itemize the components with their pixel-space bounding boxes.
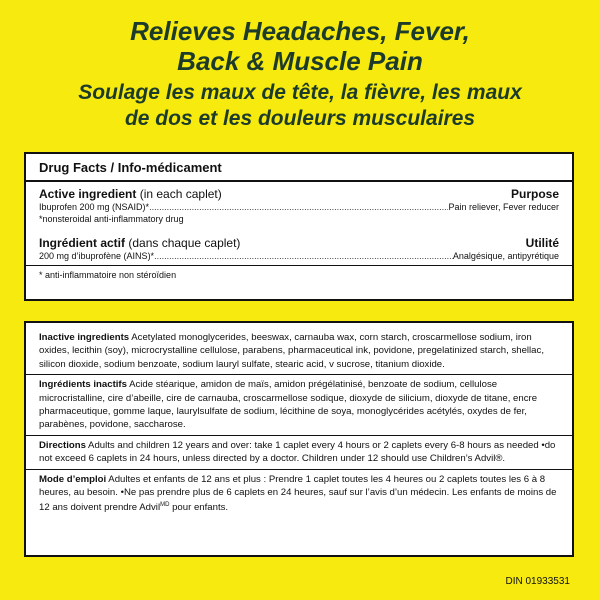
inactive-ingredients-fr — [39, 378, 559, 432]
active-ingredient-header-fr — [39, 236, 559, 250]
drug-facts-panel — [24, 152, 574, 301]
headline — [0, 16, 600, 132]
purpose-fr: Analgésique, antipyrétique — [452, 251, 559, 261]
divider — [26, 265, 572, 266]
headline-fr-line1: Soulage les maux de tête, la fièvre, les maux — [78, 81, 522, 104]
active-ingredient-header-en — [39, 187, 559, 201]
footnote-en: *nonsteroidal anti-inflammatory drug — [39, 214, 184, 224]
divider — [26, 180, 572, 182]
directions-en-text: Adults and children 12 years and over: take 1 caplet every 4 hours or 2 caplets every 6-8 hours as needed •do not exceed 6 caplets in 24 hours, unless directed by a doctor. Children under 12 should use Children’s Advil®. — [39, 439, 556, 465]
active-ingredient-heading-fr: Ingrédient actif — [39, 236, 126, 250]
trademark-sup: MD — [160, 502, 170, 509]
headline-en-line2: Back & Muscle Pain — [177, 46, 423, 76]
ingredients-directions-panel — [24, 321, 574, 557]
ingredient-en: Ibuprofen 200 mg (NSAID)* — [39, 202, 150, 212]
directions-en-label: Directions — [39, 439, 86, 451]
directions-fr — [39, 473, 559, 515]
active-ingredient-note-en: (in each caplet) — [136, 187, 222, 201]
inactive-ingredients-fr-label: Ingrédients inactifs — [39, 379, 127, 391]
ingredient-line-fr — [39, 251, 559, 261]
divider — [26, 374, 572, 375]
active-ingredient-note-fr: (dans chaque caplet) — [125, 236, 241, 250]
directions-fr-label: Mode d’emploi — [39, 473, 107, 485]
dot-leader — [149, 202, 448, 212]
divider — [26, 435, 572, 436]
purpose-en: Pain reliever, Fever reducer — [448, 202, 559, 212]
directions-en — [39, 439, 559, 466]
active-ingredient-heading-en: Active ingredient — [39, 187, 137, 201]
headline-en-line1: Relieves Headaches, Fever, — [130, 16, 470, 46]
din-number: DIN 01933531 — [505, 576, 570, 587]
directions-fr-tail: pour enfants. — [169, 502, 229, 514]
footnote-fr: * anti-inflammatoire non stéroïdien — [39, 270, 177, 280]
inactive-ingredients-fr-text: Acide stéarique, amidon de maïs, amidon prégélatinisé, benzoate de sodium, cellulose microcristalline, cire d’abeille, cire de carnauba, croscarmellose sodique, dioxyde de silicium, dioxyde de titane, encre pharmaceutique, gomme laque, laurylsulfate de sodium, lécithine de soya, monoglycérides acétylés, oxydes de fer, parabènes, povidone, saccharose. — [39, 379, 538, 431]
inactive-ingredients-en-label: Inactive ingredients — [39, 332, 130, 343]
inactive-ingredients-en — [39, 331, 559, 371]
divider — [26, 469, 572, 470]
drug-facts-title: Drug Facts / Info-médicament — [39, 160, 222, 175]
headline-fr-line2: de dos et les douleurs musculaires — [124, 107, 476, 130]
ingredient-fr: 200 mg d’ibuprofène (AINS)* — [39, 251, 155, 261]
ingredient-line-en — [39, 202, 559, 212]
purpose-heading-fr: Utilité — [525, 236, 559, 250]
dot-leader — [154, 251, 453, 261]
inactive-ingredients-en-text: Acetylated monoglycerides, beeswax, carnauba wax, corn starch, croscarmellose sodium, iron oxides, lecithin (soy), microcrystalline cellulose, parabens, pharmaceutical ink, povidone, pregelatinized starch, shellac, silicon dioxide, sodium benzoate, sodium lauryl sulfate, stearic acid, v sucrose, titanium dioxide. — [39, 332, 544, 370]
directions-fr-text: Adultes et enfants de 12 ans et plus : Prendre 1 caplet toutes les 4 heures ou 2 caplets toutes les 6 à 8 heures, au besoin. •Ne pas prendre plus de 6 caplets en 24 heures, sauf sur l’avis d’un médecin. Les enfants de moins de 12 ans doivent prendre Advil — [39, 473, 557, 514]
purpose-heading-en: Purpose — [510, 187, 559, 201]
